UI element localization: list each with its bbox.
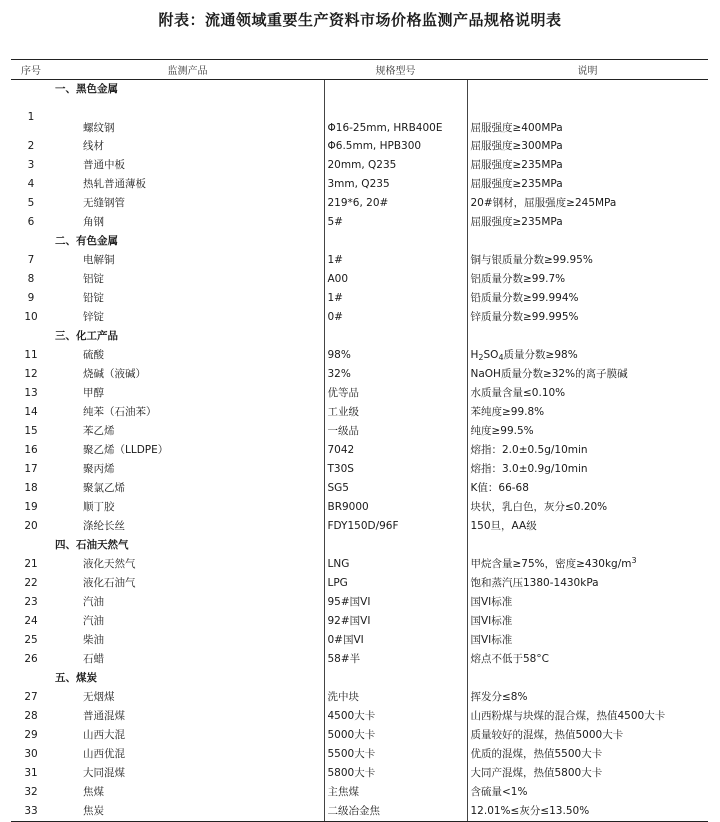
row-number: 27 [24,691,38,703]
description-part: 3 [631,556,637,565]
spec-value: Φ6.5mm, HPB300 [324,137,467,156]
table-body [11,80,708,822]
description: 纯度≥99.5% [467,422,708,441]
description: 屈服强度≥300MPa [467,137,708,156]
product-name: 聚丙烯 [83,463,115,475]
table-row [11,574,708,593]
category-name: 三、化工产品 [55,330,118,342]
spec-value: 二级冶金焦 [324,802,467,822]
spec-value: 5# [324,213,467,232]
description: 饱和蒸汽压1380-1430kPa [467,574,708,593]
description: 熔点不低于58°C [467,650,708,669]
description-part: H [470,349,479,361]
row-number: 9 [27,292,35,304]
description: 20#钢材，屈服强度≥245MPa [467,194,708,213]
category-name: 一、黑色金属 [55,83,118,95]
product-name: 汽油 [83,615,104,627]
table-row [11,650,708,669]
product-name: 铝锭 [83,273,104,285]
table-row [11,631,708,650]
category-desc-cell [467,232,708,251]
spec-value: 0# [324,308,467,327]
description-part: SO [483,349,499,361]
table-row [11,517,708,536]
spec-value: 5800大卡 [324,764,467,783]
spec-value: 92#国VI [324,612,467,631]
product-name: 电解铜 [83,254,115,266]
description: 铜与银质量分数≥99.95% [467,251,708,270]
category-name: 二、有色金属 [55,235,118,247]
header-product: 监测产品 [51,60,324,80]
product-name: 柴油 [83,634,104,646]
category-desc-cell [467,327,708,346]
spec-value: 4500大卡 [324,707,467,726]
category-no-cell [11,327,51,346]
row-number: 18 [24,482,38,494]
row-number: 33 [11,802,51,822]
spec-value: 32% [324,365,467,384]
spec-value: FDY150D/96F [324,517,467,536]
spec-value: A00 [324,270,467,289]
category-name: 五、煤炭 [55,672,97,684]
product-name: 普通混煤 [83,710,125,722]
spec-value: 58#半 [324,650,467,669]
row-number: 1 [27,111,35,123]
spec-value: 20mm, Q235 [324,156,467,175]
table-row [11,593,708,612]
row-number: 5 [27,197,35,209]
table-row [11,498,708,517]
spec-value: 0#国VI [324,631,467,650]
row-number: 11 [24,349,38,361]
category-spec-cell [324,536,467,555]
product-name: 纯苯（石油苯） [83,406,157,418]
product-name: 无缝钢管 [83,197,125,209]
table-row [11,707,708,726]
row-number: 15 [24,425,38,437]
table-row [11,403,708,422]
description: 铅质量分数≥99.994% [467,289,708,308]
description: 国VI标准 [467,631,708,650]
category-row [11,669,708,688]
table-row [11,555,708,574]
product-name: 石蜡 [83,653,104,665]
description-part: 甲烷含量≥75%，密度≥430kg/m [470,558,632,570]
table-header-row [11,60,708,80]
table-row [11,745,708,764]
category-spec-cell [324,232,467,251]
category-no-cell [11,536,51,555]
row-number: 3 [27,159,35,171]
spec-value: 219*6, 20# [324,194,467,213]
table-row [11,783,708,802]
table-row [11,384,708,403]
header-no: 序号 [11,60,51,80]
table-row [11,175,708,194]
spec-value: 1# [324,289,467,308]
description: 含硫量<1% [467,783,708,802]
row-number: 28 [24,710,38,722]
spec-value: 5500大卡 [324,745,467,764]
table-row [11,688,708,707]
product-name: 山西大混 [83,729,125,741]
row-number: 12 [24,368,38,380]
table-row [11,270,708,289]
table-row [11,346,708,365]
description [467,555,708,574]
description: 国VI标准 [467,612,708,631]
product-name: 线材 [83,140,104,152]
description-part: 4 [498,353,504,362]
description: 水质量含量≤0.10% [467,384,708,403]
category-row [11,536,708,555]
description: 大同产混煤，热值5800大卡 [467,764,708,783]
row-number: 20 [24,520,38,532]
header-desc: 说明 [467,60,708,80]
spec-value: BR9000 [324,498,467,517]
product-name: 锌锭 [83,311,104,323]
category-spec-cell [324,327,467,346]
row-number: 21 [24,558,38,570]
spec-value: 优等品 [324,384,467,403]
row-number: 29 [24,729,38,741]
table-row [11,194,708,213]
category-row [11,327,708,346]
spec-value: 7042 [324,441,467,460]
category-row [11,232,708,251]
row-number: 6 [27,216,35,228]
table-row [11,289,708,308]
spec-value: 一级品 [324,422,467,441]
product-name: 角钢 [83,216,104,228]
description: 屈服强度≥235MPa [467,213,708,232]
row-number: 14 [24,406,38,418]
product-name: 汽油 [83,596,104,608]
product-name: 大同混煤 [83,767,125,779]
row-number: 25 [24,634,38,646]
row-number: 7 [27,254,35,266]
category-no-cell [11,232,51,251]
row-number: 23 [24,596,38,608]
product-name: 涤纶长丝 [83,520,125,532]
description-part: 质量分数≥98% [503,349,578,361]
product-name: 顺丁胶 [83,501,115,513]
table-row [11,137,708,156]
category-desc-cell [467,669,708,688]
description: 150旦，AA级 [467,517,708,536]
row-number: 4 [27,178,35,190]
product-name: 苯乙烯 [83,425,115,437]
product-name: 焦炭 [51,802,324,822]
product-name: 山西优混 [83,748,125,760]
category-no-cell [11,669,51,688]
row-number: 19 [24,501,38,513]
category-no-cell [11,80,51,100]
description: 熔指：2.0±0.5g/10min [467,441,708,460]
table-row [11,479,708,498]
spec-value: 3mm, Q235 [324,175,467,194]
header-spec: 规格型号 [324,60,467,80]
table-row [11,422,708,441]
row-number: 32 [24,786,38,798]
product-name: 焦煤 [83,786,104,798]
row-number: 24 [24,615,38,627]
category-row [11,80,708,100]
description: 国VI标准 [467,593,708,612]
product-name: 液化天然气 [83,558,136,570]
product-name: 普通中板 [83,159,125,171]
table-row [11,764,708,783]
spec-value: LNG [324,555,467,574]
row-number: 13 [24,387,38,399]
spec-value: SG5 [324,479,467,498]
category-name: 四、石油天然气 [55,539,129,551]
product-name: 硫酸 [83,349,104,361]
spec-value: Φ16-25mm, HRB400E [324,99,467,137]
row-number: 22 [24,577,38,589]
description: 屈服强度≥235MPa [467,175,708,194]
product-name: 甲醇 [83,387,104,399]
description: 挥发分≤8% [467,688,708,707]
table-row [11,156,708,175]
description: 屈服强度≥235MPa [467,156,708,175]
row-number: 2 [27,140,35,152]
spec-value: 98% [324,346,467,365]
description: NaOH质量分数≥32%的离子膜碱 [467,365,708,384]
description: 苯纯度≥99.8% [467,403,708,422]
description: 铝质量分数≥99.7% [467,270,708,289]
description: 优质的混煤，热值5500大卡 [467,745,708,764]
spec-value: 主焦煤 [324,783,467,802]
table-row [11,441,708,460]
description: 块状，乳白色，灰分≤0.20% [467,498,708,517]
description: 山西粉煤与块煤的混合煤，热值4500大卡 [467,707,708,726]
row-number: 10 [24,311,38,323]
description-part: 2 [478,353,484,362]
spec-value: 95#国VI [324,593,467,612]
description: 熔指：3.0±0.9g/10min [467,460,708,479]
table-row [11,365,708,384]
product-name: 聚氯乙烯 [83,482,125,494]
row-number: 30 [24,748,38,760]
description: 屈服强度≥400MPa [467,99,708,137]
spec-value: 1# [324,251,467,270]
page-title: 附表：流通领域重要生产资料市场价格监测产品规格说明表 [158,11,562,29]
description [467,346,708,365]
table-row [11,308,708,327]
table-row [11,251,708,270]
product-name: 烧碱（液碱） [83,368,146,380]
description: 锌质量分数≥99.995% [467,308,708,327]
description: K值：66-68 [467,479,708,498]
row-number: 26 [24,653,38,665]
row-number: 31 [24,767,38,779]
row-number: 16 [24,444,38,456]
spec-value: 工业级 [324,403,467,422]
product-name: 热轧普通薄板 [83,178,146,190]
table-row [11,460,708,479]
category-spec-cell [324,669,467,688]
table-row [11,213,708,232]
table-row [11,726,708,745]
row-number: 8 [27,273,35,285]
table-row [11,99,708,137]
spec-value: 5000大卡 [324,726,467,745]
spec-value: T30S [324,460,467,479]
product-name: 无烟煤 [83,691,115,703]
product-name: 螺纹钢 [83,122,115,134]
spec-value: 洗中块 [324,688,467,707]
product-name: 铅锭 [83,292,104,304]
product-name: 聚乙烯（LLDPE） [83,444,169,456]
product-name: 液化石油气 [83,577,136,589]
category-desc-cell [467,536,708,555]
description: 质量较好的混煤，热值5000大卡 [467,726,708,745]
spec-table [11,59,708,822]
category-spec-cell [324,80,467,100]
category-desc-cell [467,80,708,100]
description: 12.01%≤灰分≤13.50% [467,802,708,822]
spec-value: LPG [324,574,467,593]
table-row [11,802,708,822]
table-row [11,612,708,631]
row-number: 17 [24,463,38,475]
